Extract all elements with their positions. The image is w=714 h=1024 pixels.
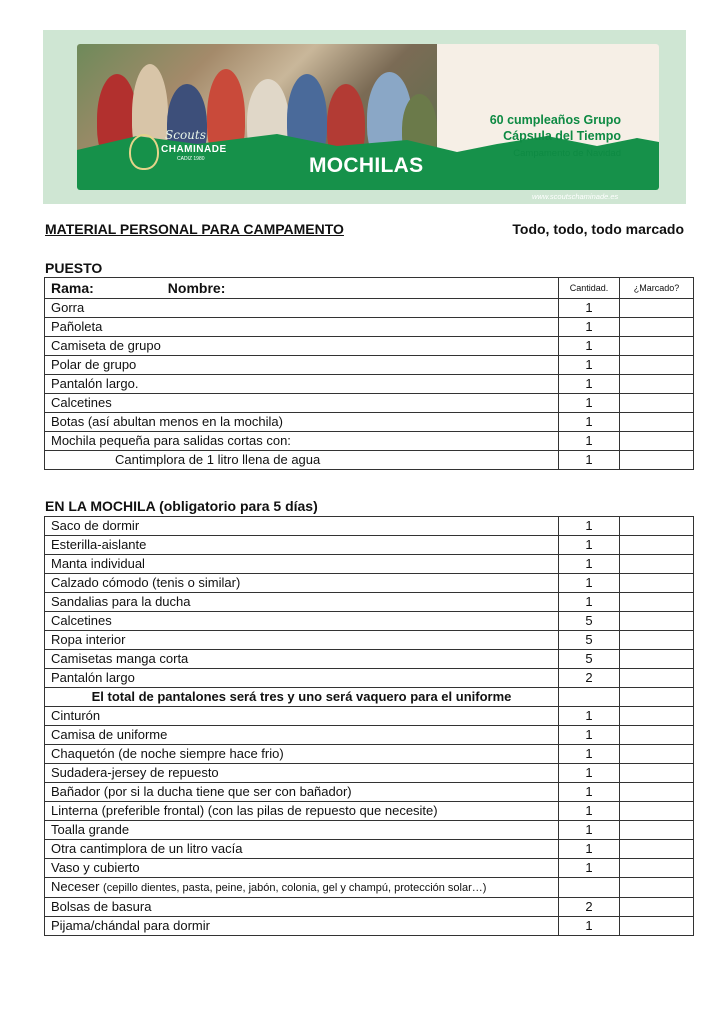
banner-event-text — [490, 112, 621, 161]
banner-title-line1: 60 cumpleaños Grupo — [489, 113, 621, 127]
item-label: Camiseta de grupo — [51, 338, 161, 353]
item-label: Cantimplora de 1 litro llena de agua — [115, 452, 321, 467]
quantity-cell: 1 — [559, 745, 620, 764]
table-row — [45, 375, 694, 394]
marked-checkbox-cell[interactable] — [620, 707, 694, 726]
item-label: Linterna (preferible frontal) (con las pilas de repuesto que necesite) — [51, 803, 438, 818]
quantity-cell: 2 — [559, 669, 620, 688]
marcado-header: ¿Marcado? — [620, 278, 694, 299]
puesto-label: PUESTO — [45, 260, 103, 276]
quantity-cell: 1 — [559, 299, 620, 318]
marked-checkbox-cell[interactable] — [620, 432, 694, 451]
item-detail: (cepillo dientes, pasta, peine, jabón, colonia, gel y champú, protección solar…) — [103, 882, 487, 894]
item-label: Pañoleta — [51, 319, 103, 334]
marked-checkbox-cell[interactable] — [620, 356, 694, 375]
item-label: Cinturón — [51, 708, 101, 723]
marked-checkbox-cell[interactable] — [620, 859, 694, 878]
item-label: Pantalón largo. — [51, 376, 139, 391]
item-label: Calcetines — [51, 395, 112, 410]
mochila-table — [44, 516, 694, 936]
quantity-cell: 1 — [559, 859, 620, 878]
marked-checkbox-cell[interactable] — [620, 517, 694, 536]
item-label: Polar de grupo — [51, 357, 137, 372]
item-label: Camisa de uniforme — [51, 727, 168, 742]
table-row — [45, 593, 694, 612]
item-cell — [45, 356, 559, 375]
banner-title-line2: Cápsula del Tiempo — [503, 129, 621, 143]
marked-checkbox-cell[interactable] — [620, 574, 694, 593]
item-cell — [45, 898, 559, 917]
item-cell — [45, 394, 559, 413]
marked-checkbox-cell[interactable] — [620, 612, 694, 631]
item-label: Otra cantimplora de un litro vacía — [51, 841, 243, 856]
quantity-cell: 1 — [559, 821, 620, 840]
quantity-cell: 1 — [559, 707, 620, 726]
table-row — [45, 669, 694, 688]
puesto-header-row — [45, 278, 694, 299]
item-cell — [45, 840, 559, 859]
banner-title-line3: Campamento de Navidad — [513, 148, 621, 159]
item-cell — [45, 707, 559, 726]
item-cell — [45, 593, 559, 612]
item-label: Mochila pequeña para salidas cortas con: — [51, 433, 291, 448]
item-cell — [45, 517, 559, 536]
marked-checkbox-cell[interactable] — [620, 413, 694, 432]
cantidad-header: Cantidad. — [559, 278, 620, 299]
table-row — [45, 898, 694, 917]
item-cell — [45, 821, 559, 840]
table-row — [45, 650, 694, 669]
table-row — [45, 764, 694, 783]
item-label: Botas (así abultan menos en la mochila) — [51, 414, 283, 429]
table-row — [45, 574, 694, 593]
fleur-de-lis-icon — [129, 134, 159, 170]
marked-checkbox-cell[interactable] — [620, 555, 694, 574]
quantity-cell: 5 — [559, 612, 620, 631]
quantity-cell: 1 — [559, 375, 620, 394]
item-cell — [45, 451, 559, 470]
marked-checkbox-cell[interactable] — [620, 394, 694, 413]
quantity-cell: 1 — [559, 432, 620, 451]
table-row — [45, 432, 694, 451]
table-row — [45, 783, 694, 802]
banner-main-title: MOCHILAS — [309, 154, 424, 177]
table-row — [45, 688, 694, 707]
marked-checkbox-cell[interactable] — [620, 726, 694, 745]
item-cell — [45, 574, 559, 593]
item-cell — [45, 764, 559, 783]
table-row — [45, 745, 694, 764]
quantity-cell: 1 — [559, 726, 620, 745]
quantity-cell: 1 — [559, 764, 620, 783]
quantity-cell: 2 — [559, 898, 620, 917]
item-cell — [45, 688, 559, 707]
quantity-cell: 1 — [559, 574, 620, 593]
table-row — [45, 299, 694, 318]
table-row — [45, 555, 694, 574]
marked-checkbox-cell[interactable] — [620, 669, 694, 688]
marked-checkbox-cell[interactable] — [620, 299, 694, 318]
quantity-cell: 1 — [559, 802, 620, 821]
marked-checkbox-cell[interactable] — [620, 631, 694, 650]
item-cell — [45, 299, 559, 318]
item-cell — [45, 859, 559, 878]
mochila-label: EN LA MOCHILA (obligatorio para 5 días) — [45, 498, 318, 514]
item-cell — [45, 650, 559, 669]
item-cell — [45, 802, 559, 821]
item-cell — [45, 726, 559, 745]
table-row — [45, 821, 694, 840]
table-row — [45, 878, 694, 898]
quantity-cell: 1 — [559, 451, 620, 470]
marked-checkbox-cell[interactable] — [620, 840, 694, 859]
item-label: Chaquetón (de noche siempre hace frio) — [51, 746, 284, 761]
item-cell — [45, 878, 559, 898]
quantity-cell: 1 — [559, 394, 620, 413]
marked-checkbox-cell[interactable] — [620, 451, 694, 470]
table-row — [45, 394, 694, 413]
item-cell — [45, 917, 559, 936]
quantity-cell: 1 — [559, 917, 620, 936]
marked-checkbox-cell[interactable] — [620, 536, 694, 555]
table-row — [45, 917, 694, 936]
item-label: Pijama/chándal para dormir — [51, 918, 210, 933]
item-cell — [45, 555, 559, 574]
table-row — [45, 840, 694, 859]
quantity-cell: 5 — [559, 631, 620, 650]
table-row — [45, 802, 694, 821]
marked-checkbox-cell[interactable] — [620, 318, 694, 337]
item-label: Calzado cómodo (tenis o similar) — [51, 575, 241, 590]
quantity-cell: 1 — [559, 337, 620, 356]
table-row — [45, 337, 694, 356]
item-cell — [45, 375, 559, 394]
table-row — [45, 707, 694, 726]
logo-name-text: CHAMINADE — [161, 144, 227, 155]
item-cell — [45, 432, 559, 451]
item-cell — [45, 783, 559, 802]
page-title: MATERIAL PERSONAL PARA CAMPAMENTO — [45, 221, 344, 237]
quantity-cell: 1 — [559, 840, 620, 859]
item-cell — [45, 612, 559, 631]
logo-sub-text: CADIZ 1980 — [177, 156, 205, 162]
item-cell — [45, 631, 559, 650]
item-label: Neceser — [51, 879, 100, 894]
marked-checkbox-cell[interactable] — [620, 898, 694, 917]
item-label: Ropa interior — [51, 632, 126, 647]
marked-checkbox-cell[interactable] — [620, 783, 694, 802]
item-label: El total de pantalones será tres y uno será vaquero para el uniforme — [91, 689, 512, 704]
rama-nombre-cell[interactable] — [45, 278, 559, 299]
table-row — [45, 612, 694, 631]
item-label: Pantalón largo — [51, 670, 135, 685]
item-cell — [45, 669, 559, 688]
quantity-cell: 1 — [559, 593, 620, 612]
quantity-cell — [559, 878, 620, 898]
table-row — [45, 631, 694, 650]
marked-checkbox-cell[interactable] — [620, 917, 694, 936]
marked-checkbox-cell[interactable] — [620, 878, 694, 898]
nombre-label: Nombre: — [167, 279, 226, 296]
item-label: Bañador (por si la ducha tiene que ser con bañador) — [51, 784, 352, 799]
quantity-cell: 1 — [559, 536, 620, 555]
quantity-cell: 1 — [559, 413, 620, 432]
puesto-table — [44, 277, 694, 470]
item-cell — [45, 318, 559, 337]
rama-label: Rama: — [51, 279, 94, 296]
marked-checkbox-cell[interactable] — [620, 650, 694, 669]
item-cell — [45, 536, 559, 555]
scouts-chaminade-logo — [129, 128, 239, 178]
table-row — [45, 536, 694, 555]
item-label: Saco de dormir — [51, 518, 140, 533]
item-label: Toalla grande — [51, 822, 130, 837]
marked-checkbox-cell[interactable] — [620, 337, 694, 356]
item-label: Sandalias para la ducha — [51, 594, 191, 609]
item-cell — [45, 337, 559, 356]
item-cell — [45, 745, 559, 764]
quantity-cell: 1 — [559, 783, 620, 802]
quantity-cell: 1 — [559, 318, 620, 337]
table-row — [45, 451, 694, 470]
table-row — [45, 859, 694, 878]
table-row — [45, 726, 694, 745]
banner-url: www.scoutschaminade.es — [532, 192, 619, 201]
item-label: Vaso y cubierto — [51, 860, 140, 875]
table-row — [45, 517, 694, 536]
marking-note: Todo, todo, todo marcado — [512, 221, 684, 237]
marked-checkbox-cell[interactable] — [620, 802, 694, 821]
quantity-cell: 5 — [559, 650, 620, 669]
item-label: Gorra — [51, 300, 85, 315]
quantity-cell: 1 — [559, 517, 620, 536]
table-row — [45, 413, 694, 432]
marked-checkbox-cell[interactable] — [620, 821, 694, 840]
logo-script-text: Scouts — [165, 128, 206, 142]
banner — [43, 30, 686, 204]
quantity-cell: 1 — [559, 356, 620, 375]
item-label: Bolsas de basura — [51, 899, 152, 914]
marked-checkbox-cell[interactable] — [620, 593, 694, 612]
table-row — [45, 356, 694, 375]
quantity-cell: 1 — [559, 555, 620, 574]
marked-checkbox-cell[interactable] — [620, 745, 694, 764]
item-label: Esterilla-aislante — [51, 537, 147, 552]
item-label: Manta individual — [51, 556, 145, 571]
item-label: Calcetines — [51, 613, 112, 628]
item-label: Sudadera-jersey de repuesto — [51, 765, 219, 780]
item-cell — [45, 413, 559, 432]
quantity-cell — [559, 688, 620, 707]
table-row — [45, 318, 694, 337]
marked-checkbox-cell[interactable] — [620, 688, 694, 707]
item-label: Camisetas manga corta — [51, 651, 189, 666]
marked-checkbox-cell[interactable] — [620, 375, 694, 394]
marked-checkbox-cell[interactable] — [620, 764, 694, 783]
